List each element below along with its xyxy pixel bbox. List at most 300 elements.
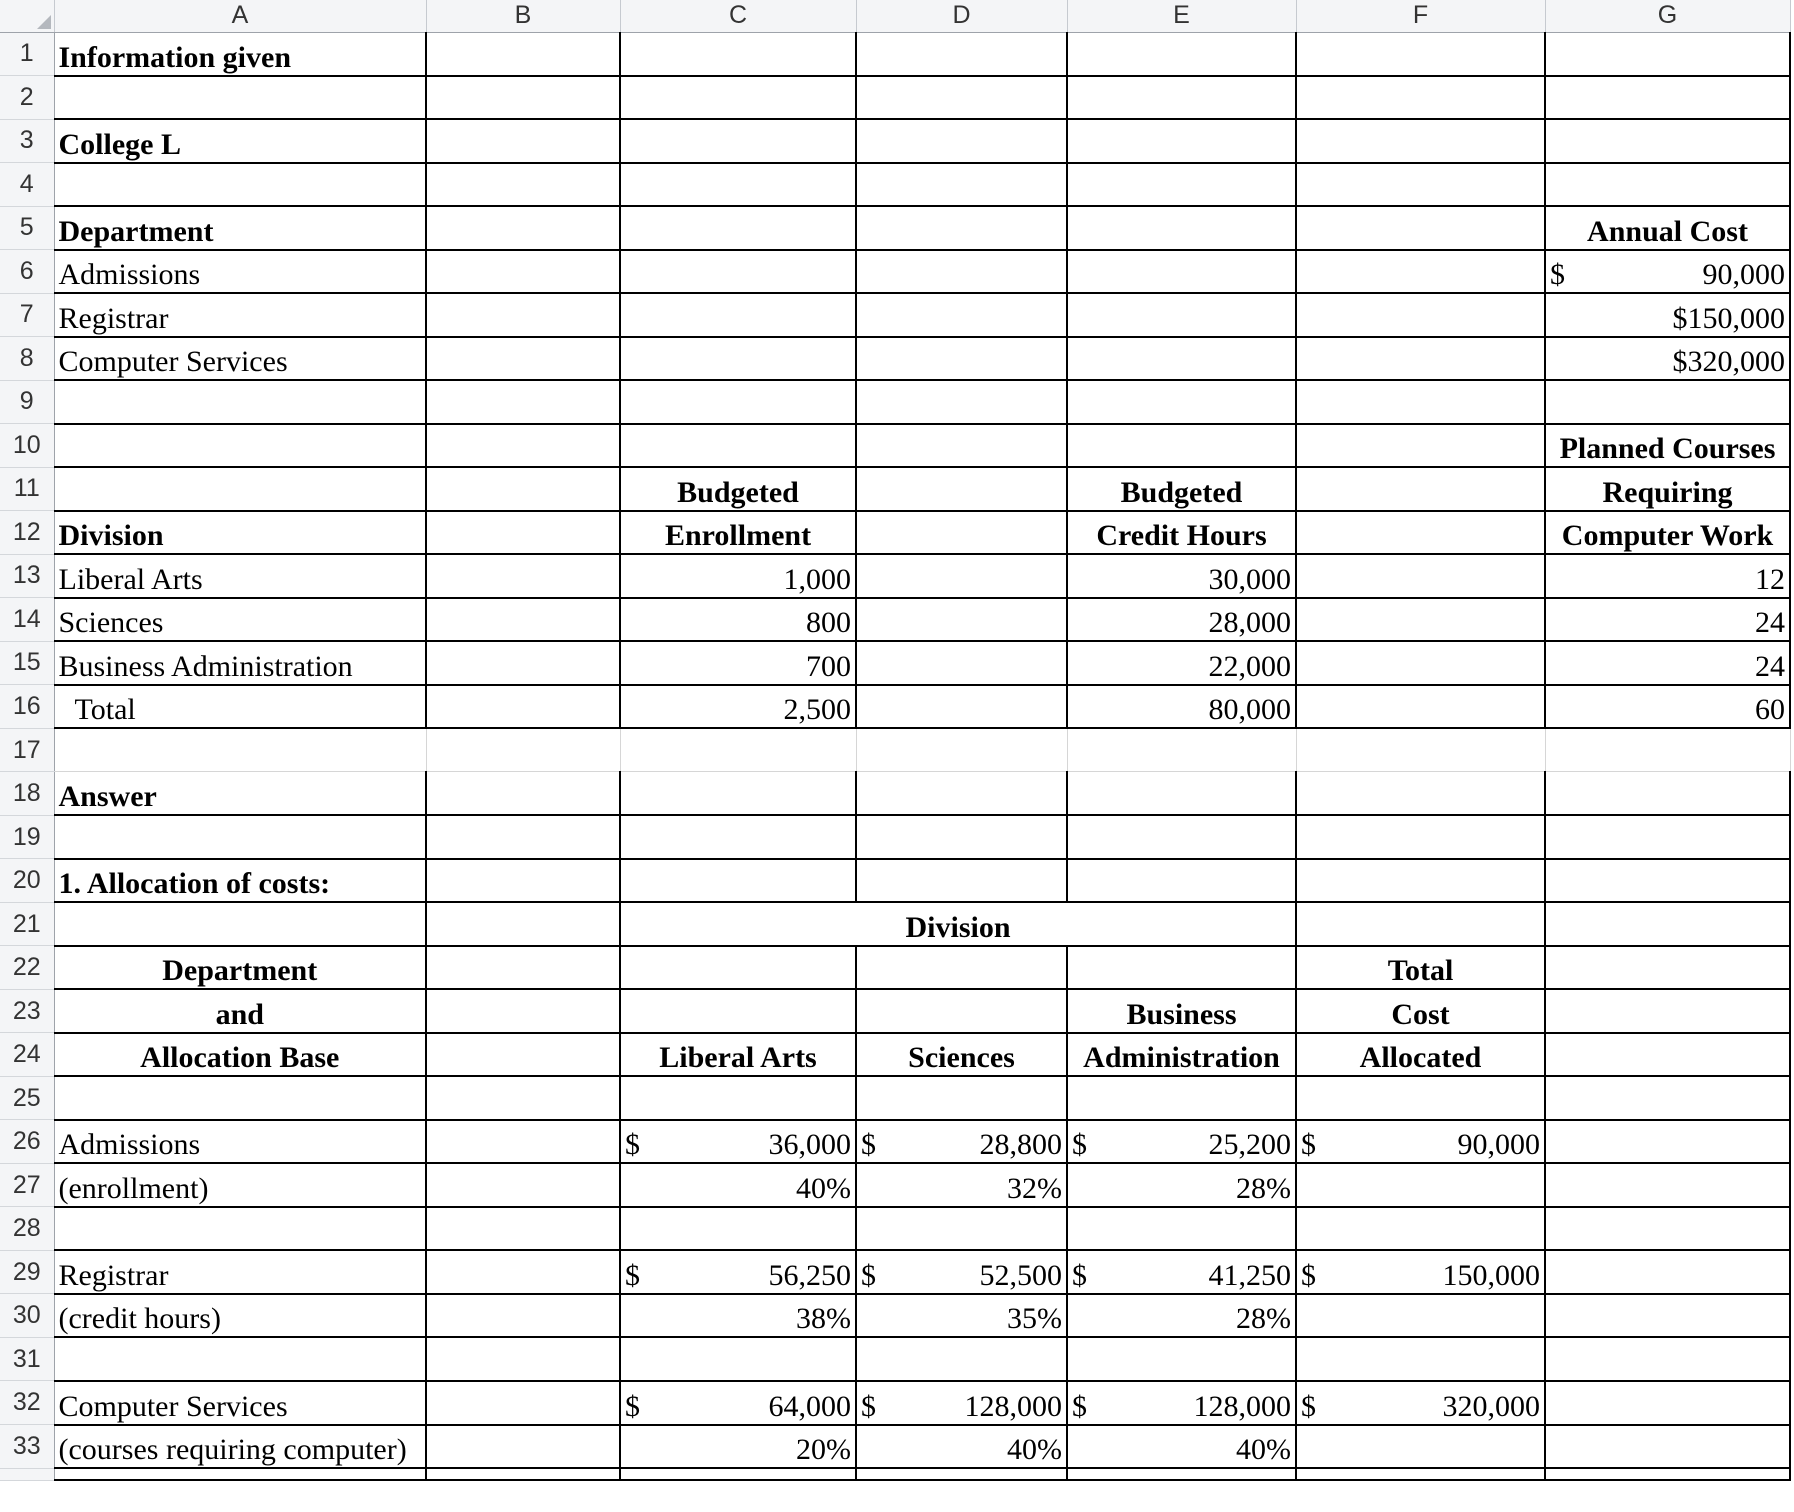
cell[interactable] (856, 119, 1067, 163)
cell[interactable] (1296, 815, 1545, 859)
cell[interactable]: 700 (620, 641, 856, 685)
cell[interactable] (1296, 1120, 1545, 1164)
cell[interactable]: Admissions (54, 250, 426, 294)
cell[interactable] (620, 1076, 856, 1120)
cell[interactable]: Business Administration (54, 641, 426, 685)
cell[interactable] (1545, 1425, 1790, 1469)
cell[interactable] (426, 1207, 620, 1251)
cell[interactable] (856, 1337, 1067, 1381)
cell[interactable] (620, 250, 856, 294)
row-header[interactable]: 4 (0, 163, 54, 207)
cell[interactable] (426, 337, 620, 381)
cell[interactable]: (credit hours) (54, 1294, 426, 1338)
cell[interactable] (1296, 1381, 1545, 1425)
cell[interactable]: Business (1067, 989, 1296, 1033)
cell[interactable] (426, 467, 620, 511)
cell[interactable] (1067, 380, 1296, 424)
sheet-row (0, 554, 1790, 598)
cell[interactable]: Computer Services (54, 337, 426, 381)
cell[interactable] (1296, 32, 1545, 76)
cell[interactable] (620, 206, 856, 250)
cell[interactable] (426, 119, 620, 163)
cell[interactable] (54, 1468, 426, 1480)
cell[interactable] (54, 467, 426, 511)
row-header[interactable]: 19 (0, 815, 54, 859)
cell[interactable]: 24 (1545, 598, 1790, 642)
cell[interactable]: 28% (1067, 1163, 1296, 1207)
cell[interactable] (1296, 1250, 1545, 1294)
sheet-row (0, 293, 1790, 337)
cell[interactable] (426, 1033, 620, 1077)
row-header[interactable]: 18 (0, 772, 54, 816)
cell[interactable] (856, 32, 1067, 76)
cell[interactable]: 800 (620, 598, 856, 642)
cell[interactable] (1545, 1033, 1790, 1077)
column-header-c[interactable]: C (620, 0, 856, 32)
cell[interactable] (426, 641, 620, 685)
cell[interactable] (1296, 1076, 1545, 1120)
cell[interactable] (620, 772, 856, 816)
cell[interactable] (620, 1207, 856, 1251)
cell[interactable] (856, 424, 1067, 468)
cell[interactable] (54, 76, 426, 120)
cell[interactable] (856, 685, 1067, 729)
cell[interactable]: Liberal Arts (54, 554, 426, 598)
cell[interactable]: Department (54, 946, 426, 990)
cell-value: 150,000 (1442, 1258, 1540, 1292)
cell[interactable]: Admissions (54, 1120, 426, 1164)
row-header[interactable]: 1 (0, 32, 54, 76)
cell[interactable] (54, 728, 426, 772)
cell[interactable] (1545, 1076, 1790, 1120)
cell[interactable] (856, 1381, 1067, 1425)
cell[interactable] (1545, 815, 1790, 859)
cell[interactable]: Registrar (54, 293, 426, 337)
cell[interactable]: 24 (1545, 641, 1790, 685)
cell[interactable] (856, 946, 1067, 990)
cell[interactable]: $320,000 (1545, 337, 1790, 381)
column-header-d[interactable]: D (856, 0, 1067, 32)
row-header[interactable]: 11 (0, 467, 54, 511)
cell[interactable] (1296, 859, 1545, 903)
cell[interactable] (426, 250, 620, 294)
cell[interactable] (620, 1468, 856, 1480)
row-header[interactable]: 9 (0, 380, 54, 424)
cell[interactable] (1545, 1468, 1790, 1480)
cell[interactable] (1067, 1250, 1296, 1294)
cell[interactable]: Division (54, 511, 426, 555)
cell[interactable] (1067, 337, 1296, 381)
cell[interactable] (620, 76, 856, 120)
cell[interactable] (426, 728, 620, 772)
cell[interactable] (620, 1120, 856, 1164)
cell[interactable] (54, 163, 426, 207)
sheet-row (0, 859, 1790, 903)
cell[interactable] (856, 1120, 1067, 1164)
cell[interactable] (856, 1076, 1067, 1120)
cell[interactable]: Computer Work (1545, 511, 1790, 555)
row-header[interactable]: 7 (0, 293, 54, 337)
cell[interactable] (426, 1250, 620, 1294)
column-header-g[interactable]: G (1545, 0, 1790, 32)
cell[interactable] (856, 1250, 1067, 1294)
cell[interactable] (620, 859, 856, 903)
cell[interactable] (620, 163, 856, 207)
cell[interactable] (1545, 119, 1790, 163)
cell[interactable] (620, 1381, 856, 1425)
cell[interactable] (1296, 1294, 1545, 1338)
cell[interactable]: Department (54, 206, 426, 250)
cell[interactable] (1545, 1120, 1790, 1164)
cell[interactable] (426, 1337, 620, 1381)
row-header[interactable]: 22 (0, 946, 54, 990)
cell[interactable] (426, 685, 620, 729)
cell[interactable] (426, 902, 620, 946)
cell[interactable] (856, 554, 1067, 598)
sheet-row (0, 1425, 1790, 1469)
cell[interactable] (1067, 728, 1296, 772)
cell[interactable] (1296, 337, 1545, 381)
cell[interactable]: Allocation Base (54, 1033, 426, 1077)
row-header[interactable]: 32 (0, 1381, 54, 1425)
cell[interactable]: Requiring (1545, 467, 1790, 511)
cell[interactable] (856, 337, 1067, 381)
cell[interactable] (1545, 946, 1790, 990)
cell[interactable] (426, 1468, 620, 1480)
cell[interactable] (1545, 902, 1790, 946)
cell[interactable]: (enrollment) (54, 1163, 426, 1207)
cell[interactable] (426, 32, 620, 76)
cell[interactable] (1545, 250, 1790, 294)
sheet-row-partial (0, 1468, 1790, 1480)
cell[interactable]: 1,000 (620, 554, 856, 598)
cell[interactable] (620, 989, 856, 1033)
cell[interactable] (1067, 206, 1296, 250)
cell[interactable]: 30,000 (1067, 554, 1296, 598)
row-header[interactable]: 21 (0, 902, 54, 946)
cell-value: 64,000 (768, 1389, 851, 1423)
cell[interactable] (856, 380, 1067, 424)
cell[interactable]: Sciences (856, 1033, 1067, 1077)
sheet-row (0, 163, 1790, 207)
cell[interactable] (1067, 815, 1296, 859)
cell[interactable] (1067, 32, 1296, 76)
cell[interactable]: Computer Services (54, 1381, 426, 1425)
cell[interactable] (1296, 1337, 1545, 1381)
cell[interactable] (426, 859, 620, 903)
cell[interactable] (1067, 293, 1296, 337)
cell[interactable]: Answer (54, 772, 426, 816)
cell[interactable] (1545, 380, 1790, 424)
cell[interactable] (426, 1381, 620, 1425)
column-header-row (0, 0, 1790, 32)
cell[interactable] (1296, 380, 1545, 424)
cell[interactable] (1296, 119, 1545, 163)
cell[interactable]: Credit Hours (1067, 511, 1296, 555)
cell[interactable] (426, 1076, 620, 1120)
row-header[interactable]: 17 (0, 728, 54, 772)
row-header[interactable]: 10 (0, 424, 54, 468)
cell[interactable] (426, 989, 620, 1033)
cell[interactable]: 32% (856, 1163, 1067, 1207)
cell[interactable] (426, 946, 620, 990)
cell[interactable] (856, 815, 1067, 859)
cell[interactable]: Cost (1296, 989, 1545, 1033)
cell[interactable] (856, 76, 1067, 120)
cell[interactable] (426, 772, 620, 816)
cell[interactable]: 28% (1067, 1294, 1296, 1338)
cell[interactable] (1296, 772, 1545, 816)
cell[interactable]: 60 (1545, 685, 1790, 729)
cell[interactable] (1067, 250, 1296, 294)
row-header[interactable]: 16 (0, 685, 54, 729)
cell[interactable] (426, 76, 620, 120)
cell[interactable] (620, 32, 856, 76)
cell[interactable] (1067, 946, 1296, 990)
cell[interactable]: 1. Allocation of costs: (54, 859, 426, 903)
row-header[interactable]: 33 (0, 1425, 54, 1469)
cell[interactable] (856, 293, 1067, 337)
cell[interactable] (426, 511, 620, 555)
row-header[interactable]: 25 (0, 1076, 54, 1120)
cell[interactable] (426, 1120, 620, 1164)
sheet-row (0, 467, 1790, 511)
cell[interactable]: 28,000 (1067, 598, 1296, 642)
cell[interactable] (1545, 1163, 1790, 1207)
cell[interactable] (620, 119, 856, 163)
cell[interactable] (1067, 1207, 1296, 1251)
sheet-row (0, 1294, 1790, 1338)
cell[interactable] (426, 163, 620, 207)
cell[interactable]: 80,000 (1067, 685, 1296, 729)
cell[interactable] (620, 1337, 856, 1381)
cell[interactable]: and (54, 989, 426, 1033)
sheet-row (0, 250, 1790, 294)
cell[interactable] (1545, 1337, 1790, 1381)
cell[interactable] (620, 1250, 856, 1294)
cell[interactable] (856, 1207, 1067, 1251)
currency-symbol: $ (1301, 1389, 1316, 1423)
cell[interactable] (856, 206, 1067, 250)
sheet-row (0, 1207, 1790, 1251)
cell[interactable] (1545, 728, 1790, 772)
row-header[interactable]: 2 (0, 76, 54, 120)
cell[interactable]: Total (1296, 946, 1545, 990)
cell[interactable] (1296, 1163, 1545, 1207)
cell[interactable]: Total (54, 685, 426, 729)
cell[interactable] (1296, 163, 1545, 207)
cell[interactable] (1296, 1425, 1545, 1469)
row-header[interactable]: 31 (0, 1337, 54, 1381)
cell[interactable]: Planned Courses (1545, 424, 1790, 468)
cell[interactable] (426, 598, 620, 642)
cell[interactable] (1067, 1337, 1296, 1381)
sheet-row (0, 1337, 1790, 1381)
row-header[interactable]: 8 (0, 337, 54, 381)
cell[interactable] (1296, 685, 1545, 729)
cell[interactable] (54, 380, 426, 424)
cell[interactable]: Allocated (1296, 1033, 1545, 1077)
cell[interactable]: Administration (1067, 1033, 1296, 1077)
cell[interactable] (620, 380, 856, 424)
cell[interactable] (856, 641, 1067, 685)
cell[interactable] (1067, 76, 1296, 120)
cell[interactable]: Budgeted (1067, 467, 1296, 511)
cell[interactable] (1296, 250, 1545, 294)
cell[interactable] (1296, 206, 1545, 250)
row-header[interactable]: 30 (0, 1294, 54, 1338)
cell[interactable] (1296, 293, 1545, 337)
cell[interactable] (426, 1425, 620, 1469)
cell[interactable]: 22,000 (1067, 641, 1296, 685)
cell[interactable] (620, 728, 856, 772)
cell[interactable] (856, 163, 1067, 207)
row-header[interactable] (0, 1468, 54, 1480)
cell[interactable] (856, 728, 1067, 772)
cell[interactable] (1296, 902, 1545, 946)
row-header[interactable]: 24 (0, 1033, 54, 1077)
cell[interactable]: 40% (1067, 1425, 1296, 1469)
cell[interactable] (856, 1468, 1067, 1480)
cell[interactable]: 2,500 (620, 685, 856, 729)
cell[interactable] (620, 424, 856, 468)
cell[interactable] (1545, 772, 1790, 816)
row-header[interactable]: 14 (0, 598, 54, 642)
cell[interactable]: Enrollment (620, 511, 856, 555)
cell[interactable] (54, 424, 426, 468)
row-header[interactable]: 15 (0, 641, 54, 685)
cell[interactable] (1545, 163, 1790, 207)
cell[interactable] (426, 815, 620, 859)
cell[interactable]: Division (620, 902, 1296, 946)
cell[interactable] (54, 1337, 426, 1381)
column-header-b[interactable]: B (426, 0, 620, 32)
cell[interactable] (426, 554, 620, 598)
cell[interactable] (1296, 1468, 1545, 1480)
cell[interactable] (1067, 772, 1296, 816)
cell[interactable]: (courses requiring computer) (54, 1425, 426, 1469)
cell[interactable] (1545, 1250, 1790, 1294)
cell[interactable] (1545, 989, 1790, 1033)
cell[interactable] (1067, 859, 1296, 903)
cell[interactable] (54, 1207, 426, 1251)
cell[interactable] (620, 815, 856, 859)
cell[interactable] (1067, 119, 1296, 163)
cell[interactable] (1296, 728, 1545, 772)
cell[interactable] (620, 946, 856, 990)
row-header[interactable]: 13 (0, 554, 54, 598)
cell[interactable]: Budgeted (620, 467, 856, 511)
cell[interactable] (620, 337, 856, 381)
cell[interactable] (1545, 76, 1790, 120)
cell[interactable] (1296, 554, 1545, 598)
cell-value: 90,000 (1702, 258, 1785, 292)
sheet-row (0, 1381, 1790, 1425)
row-header[interactable]: 5 (0, 206, 54, 250)
cell[interactable] (1545, 1381, 1790, 1425)
select-all-corner[interactable] (0, 0, 54, 32)
row-header[interactable]: 26 (0, 1120, 54, 1164)
cell[interactable] (856, 772, 1067, 816)
cell[interactable] (1296, 641, 1545, 685)
cell[interactable]: 20% (620, 1425, 856, 1469)
sheet-row (0, 815, 1790, 859)
cell[interactable] (1545, 32, 1790, 76)
sheet-row (0, 76, 1790, 120)
cell[interactable] (1067, 1076, 1296, 1120)
cell[interactable] (1296, 76, 1545, 120)
row-header[interactable]: 28 (0, 1207, 54, 1251)
cell[interactable] (426, 1163, 620, 1207)
sheet-row (0, 989, 1790, 1033)
cell[interactable] (1545, 1294, 1790, 1338)
cell[interactable]: College L (54, 119, 426, 163)
cell[interactable] (426, 1294, 620, 1338)
cell[interactable] (54, 902, 426, 946)
cell[interactable] (1296, 467, 1545, 511)
cell[interactable] (1067, 1381, 1296, 1425)
cell[interactable]: 35% (856, 1294, 1067, 1338)
row-header[interactable]: 6 (0, 250, 54, 294)
cell[interactable]: 12 (1545, 554, 1790, 598)
column-header-e[interactable]: E (1067, 0, 1296, 32)
cell[interactable] (1545, 1207, 1790, 1251)
cell[interactable] (1067, 1468, 1296, 1480)
column-header-a[interactable]: A (54, 0, 426, 32)
cell[interactable] (1296, 598, 1545, 642)
cell[interactable]: Sciences (54, 598, 426, 642)
cell[interactable] (856, 598, 1067, 642)
cell[interactable] (856, 859, 1067, 903)
cell[interactable] (620, 293, 856, 337)
cell[interactable]: 38% (620, 1294, 856, 1338)
row-header[interactable]: 23 (0, 989, 54, 1033)
cell[interactable]: Information given (54, 32, 426, 76)
cell[interactable]: 40% (620, 1163, 856, 1207)
cell[interactable] (54, 815, 426, 859)
cell[interactable] (1067, 424, 1296, 468)
cell[interactable] (856, 250, 1067, 294)
cell[interactable] (426, 424, 620, 468)
sheet-row (0, 1250, 1790, 1294)
cell[interactable] (54, 1076, 426, 1120)
cell[interactable]: Annual Cost (1545, 206, 1790, 250)
column-header-f[interactable]: F (1296, 0, 1545, 32)
cell[interactable]: $150,000 (1545, 293, 1790, 337)
row-header[interactable]: 12 (0, 511, 54, 555)
row-header[interactable]: 29 (0, 1250, 54, 1294)
cell[interactable] (426, 293, 620, 337)
currency-symbol: $ (1550, 258, 1565, 292)
cell[interactable] (1067, 1120, 1296, 1164)
cell[interactable] (1296, 511, 1545, 555)
cell[interactable] (856, 467, 1067, 511)
cell[interactable] (1296, 424, 1545, 468)
cell[interactable] (1545, 859, 1790, 903)
cell[interactable]: Registrar (54, 1250, 426, 1294)
cell[interactable] (1067, 163, 1296, 207)
cell[interactable] (426, 206, 620, 250)
cell[interactable] (1296, 1207, 1545, 1251)
cell[interactable] (856, 511, 1067, 555)
row-header[interactable]: 27 (0, 1163, 54, 1207)
cell[interactable] (856, 989, 1067, 1033)
row-header[interactable]: 20 (0, 859, 54, 903)
cell[interactable]: 40% (856, 1425, 1067, 1469)
cell[interactable] (426, 380, 620, 424)
row-header[interactable]: 3 (0, 119, 54, 163)
cell[interactable]: Liberal Arts (620, 1033, 856, 1077)
